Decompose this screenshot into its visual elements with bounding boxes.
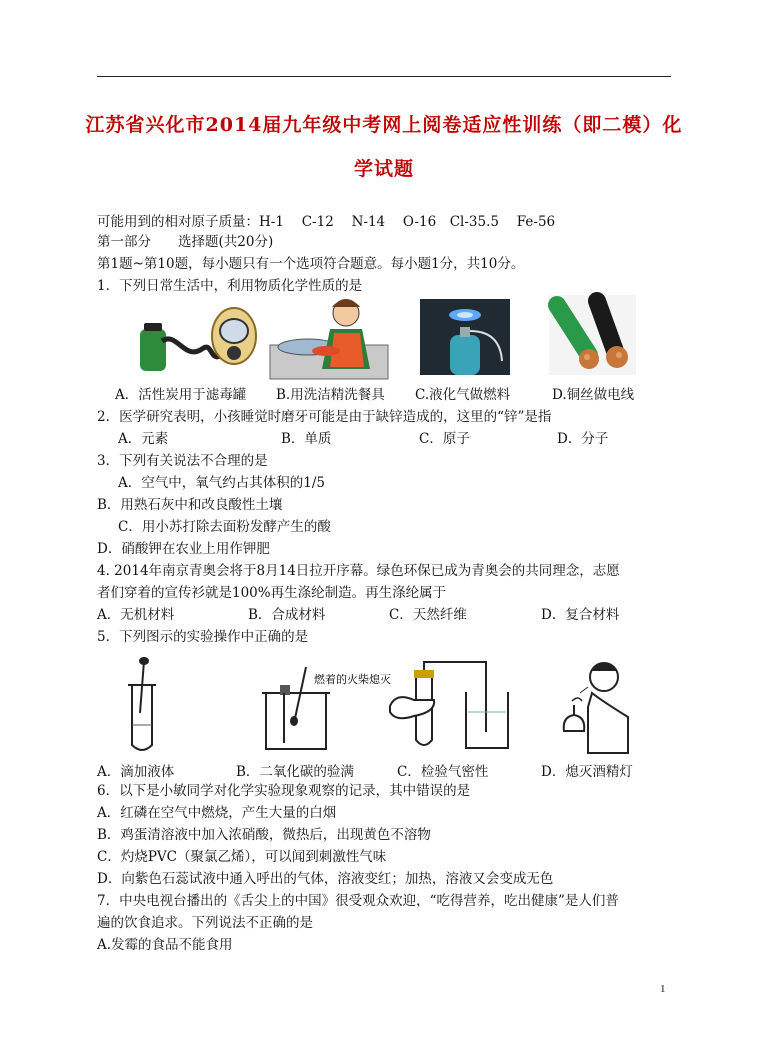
q4-stem-line1: 4. 2014年南京青奥会将于8月14日拉开序幕。绿色环保已成为青奥会的共同理念，志愿 — [97, 563, 620, 579]
burning-match-label: 燃着的火柴熄灭 — [314, 673, 391, 686]
atomic-mass-line: 可能用到的相对原子质量：H-1 C-12 N-14 O-16 Cl-35.5 Fe-56 — [97, 214, 556, 230]
q1-option-b: B.用洗洁精洗餐具 — [276, 387, 385, 403]
q4-stem-line2: 者们穿着的宣传衫就是100%再生涤纶制造。再生涤纶属于 — [97, 585, 447, 601]
instructions: 第1题~第10题，每小题只有一个选项符合题意。每小题1分，共10分。 — [97, 256, 525, 272]
q3-stem: 3．下列有关说法不合理的是 — [97, 453, 268, 469]
q3-option-b: B．用熟石灰中和改良酸性土壤 — [97, 497, 283, 513]
airtightness-picture — [386, 662, 514, 754]
co2-verify-picture — [258, 663, 391, 755]
q6-option-b: B．鸡蛋清溶液中加入浓硝酸，微热后，出现黄色不溶物 — [97, 827, 431, 843]
q2-option-b: B．单质 — [281, 431, 332, 447]
q4-option-d: D．复合材料 — [541, 607, 620, 623]
q3-option-c: C．用小苏打除去面粉发酵产生的酸 — [118, 519, 331, 535]
page-title-continued: 学试题 — [353, 158, 414, 180]
q5-option-b: B．二氧化碳的验满 — [236, 764, 354, 780]
dropper-test-tube-picture — [118, 655, 166, 755]
q3-option-d: D．硝酸钾在农业上用作钾肥 — [97, 541, 270, 557]
dishwashing-picture — [268, 295, 390, 381]
q6-option-a: A．红磷在空气中燃烧，产生大量的白烟 — [97, 805, 337, 821]
page-title: 江苏省兴化市2014届九年级中考网上阅卷适应性训练（即二模）化 — [85, 114, 683, 136]
q1-stem: 1．下列日常生活中，利用物质化学性质的是 — [97, 278, 363, 294]
q2-option-d: D．分子 — [557, 431, 609, 447]
page-number: 1 — [660, 983, 666, 995]
q3-option-a: A．空气中，氧气约占其体积的1/5 — [118, 475, 325, 491]
q5-stem: 5．下列图示的实验操作中正确的是 — [97, 629, 309, 645]
header-rule — [97, 76, 671, 77]
q7-stem-line2: 遍的饮食追求。下列说法不正确的是 — [97, 915, 313, 931]
q2-stem: 2．医学研究表明，小孩睡觉时磨牙可能是由于缺锌造成的，这里的“锌”是指 — [97, 409, 552, 425]
q2-option-c: C．原子 — [419, 431, 470, 447]
gas-mask-picture — [132, 301, 267, 379]
q6-option-d: D．向紫色石蕊试液中通入呼出的气体，溶液变红；加热，溶液又会变成无色 — [97, 871, 554, 887]
q4-option-b: B．合成材料 — [248, 607, 326, 623]
q7-option-a: A.发霉的食品不能食用 — [97, 937, 233, 953]
q4-option-c: C．天然纤维 — [389, 607, 467, 623]
q2-option-a: A．元素 — [118, 431, 169, 447]
q6-stem: 6．以下是小敏同学对化学实验现象观察的记录，其中错误的是 — [97, 783, 471, 799]
q6-option-c: C．灼烧PVC（聚氯乙烯），可以闻到刺激性气味 — [97, 849, 387, 865]
part-heading: 第一部分 选择题(共20分) — [97, 234, 274, 250]
q1-option-c: C.液化气做燃料 — [415, 387, 511, 403]
q1-option-d: D.铜丝做电线 — [552, 387, 635, 403]
blowing-lamp-picture — [558, 657, 638, 753]
q1-option-a: A．活性炭用于滤毒罐 — [115, 387, 247, 403]
copper-wire-picture — [549, 295, 636, 375]
q5-option-d: D．熄灭酒精灯 — [541, 764, 633, 780]
q5-option-c: C．检验气密性 — [397, 764, 489, 780]
q7-stem-line1: 7．中央电视台播出的《舌尖上的中国》很受观众欢迎，“吃得营养，吃出健康”是人们普 — [97, 893, 619, 909]
q4-option-a: A．无机材料 — [97, 607, 175, 623]
q5-option-a: A．滴加液体 — [97, 764, 175, 780]
gas-cylinder-picture — [420, 299, 510, 375]
